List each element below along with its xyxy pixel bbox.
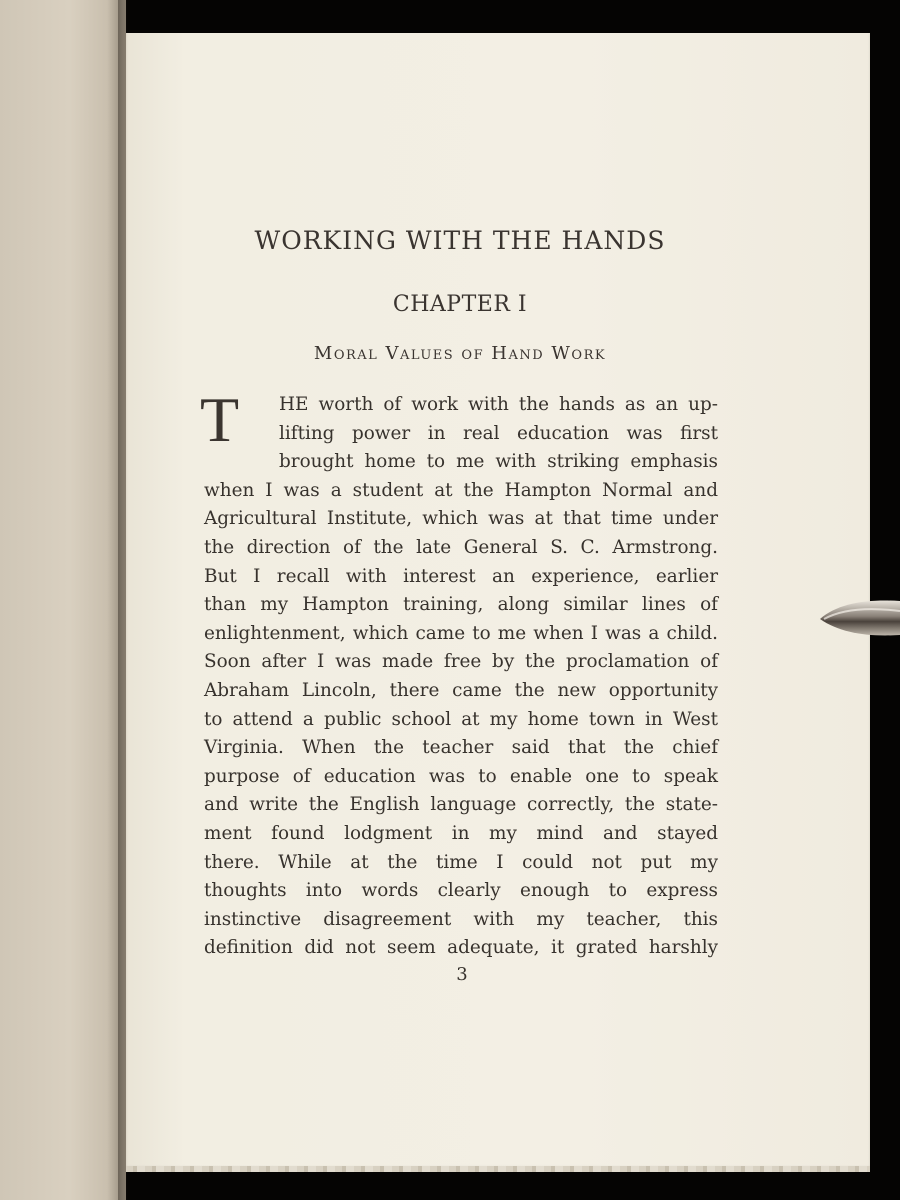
book-title: WORKING WITH THE HANDS [254,226,666,255]
section-title: Moral Values of Hand Work [313,343,607,364]
text-line: Virginia. When the teacher said that the chief [204,737,718,759]
text-line: lifting power in real education was first [279,422,718,444]
text-line: thoughts into words clearly enough to express [204,880,718,902]
page-deckled-edge [126,1166,870,1172]
text-line: than my Hampton training, along similar lines of [204,594,718,616]
text-line: Soon after I was made free by the proclamation of [204,651,718,673]
text-line: ment found lodgment in my mind and stayed [204,822,718,844]
text-line: But I recall with interest an experience, earlier [204,565,718,587]
text-line: to attend a public school at my home town in West [204,708,718,730]
chapter-heading: CHAPTER I [392,292,528,317]
text-line: the direction of the late General S. C. Armstrong. [204,536,718,558]
text-line: and write the English language correctly, the state- [204,794,718,816]
text-line: Agricultural Institute, which was at that time under [204,508,718,530]
text-line: instinctive disagreement with my teacher, this [204,908,718,930]
text-line: Abraham Lincoln, there came the new opportunity [204,679,718,701]
page-number: 3 [456,964,468,985]
text-line: enlightenment, which came to me when I was a child. [204,622,718,644]
facing-page [0,0,126,1200]
text-line: there. While at the time I could not put my [204,851,718,873]
text-line: purpose of education was to enable one to speak [204,765,718,787]
drop-cap-initial: T [200,384,240,455]
text-line: definition did not seem adequate, it grated harshly [204,937,718,959]
text-line: brought home to me with striking emphasis [279,451,718,473]
bookmark-clip-icon [818,595,900,641]
text-line: HE worth of work with the hands as an up- [279,394,718,415]
body-paragraph [204,391,718,963]
text-line: when I was a student at the Hampton Normal and [204,479,718,501]
